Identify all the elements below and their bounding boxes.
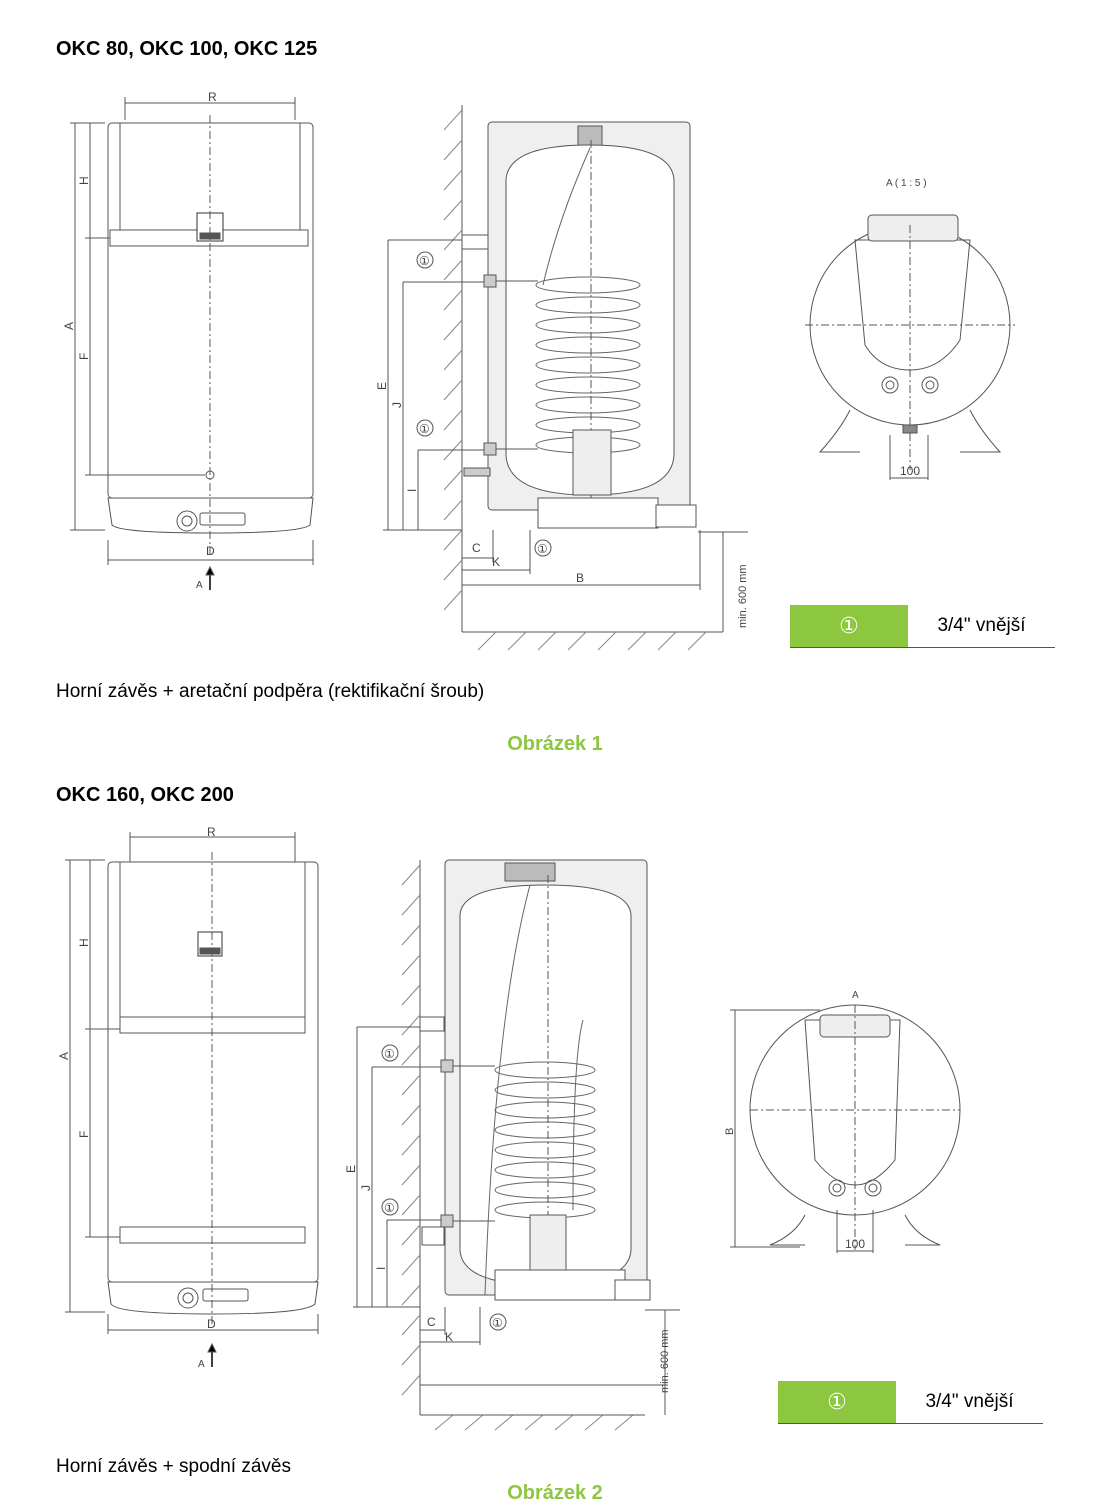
front2-r-label: R [207,825,216,839]
detail2-title: A [852,990,859,1001]
legend2-symbol: ① [778,1381,896,1423]
front1-a-label: A [62,321,76,330]
detail-view-drawing-2 [720,985,960,1255]
side1-marker-upper: ① [419,254,430,268]
side-view-drawing-2 [345,855,685,1435]
side2-marker-bottom: ① [492,1316,503,1330]
figure-label-1: Obrázek 1 [507,733,603,755]
front-view-drawing-1 [60,85,330,595]
legend1-symbol: ① [790,605,908,647]
front1-f-label: F [77,352,91,360]
side2-c-label: C [427,1315,436,1329]
side1-marker-lower: ① [419,422,430,436]
detail1-dim-label: 100 [900,464,921,478]
side1-k-label: K [492,555,501,569]
side-view-drawing-1 [375,100,758,660]
side2-k-label: K [445,1330,454,1344]
figure-label-2: Obrázek 2 [507,1482,603,1504]
front1-h-label: H [77,176,91,185]
section2-caption: Horní závěs + spodní závěs [56,1456,291,1477]
side2-marker-upper: ① [384,1047,395,1061]
front1-r-label: R [208,90,217,104]
front2-arrow-label: A [198,1359,205,1370]
side1-e-label: E [375,381,389,390]
side2-marker-lower: ① [384,1201,395,1215]
side1-i-label: I [405,488,419,492]
detail2-b-label: B [724,1127,736,1135]
legend1-text: 3/4" vnější [937,615,1026,636]
side1-c-label: C [472,541,481,555]
section1-caption: Horní závěs + aretační podpěra (rektifikační šroub) [56,681,485,702]
front2-d-label: D [207,1317,216,1331]
legend-table-2 [778,1381,1043,1424]
front1-d-label: D [206,544,215,558]
side2-i-label: I [374,1266,388,1270]
front1-arrow-label: A [196,580,203,591]
legend-table-1 [790,605,1055,648]
side2-j-label: J [359,1185,373,1191]
detail-view-drawing-1 [800,170,1030,490]
side2-e-label: E [344,1164,358,1173]
side1-b-label: B [576,571,585,585]
legend2-text: 3/4" vnější [925,1391,1014,1412]
front2-a-label: A [57,1051,71,1060]
side1-j-label: J [390,402,404,408]
side1-marker-bottom: ① [537,542,548,556]
section2-title: OKC 160, OKC 200 [56,784,234,806]
front2-f-label: F [77,1130,91,1138]
side1-min-label: min. 600 mm [737,564,749,628]
section1-title: OKC 80, OKC 100, OKC 125 [56,38,318,60]
detail1-title: A ( 1 : 5 ) [886,178,927,189]
detail2-dim-label: 100 [845,1237,866,1251]
front-view-drawing-2 [55,822,335,1372]
side2-min-label: min. 600 mm [659,1329,671,1393]
front2-h-label: H [77,938,91,947]
